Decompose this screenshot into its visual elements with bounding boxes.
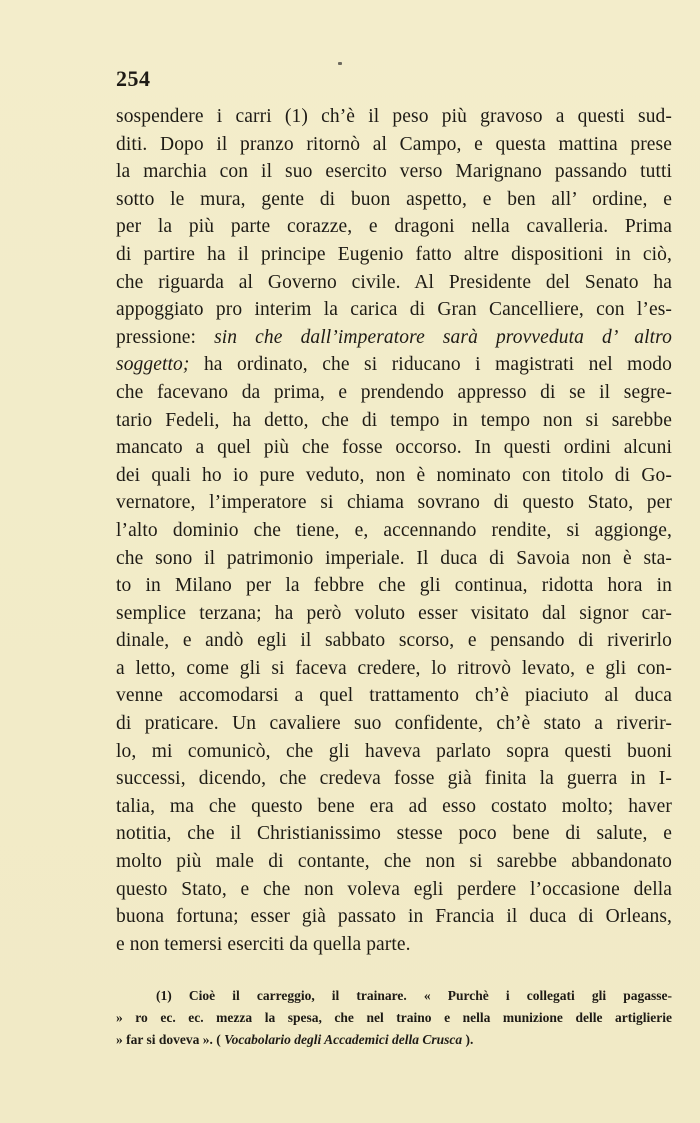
footnote-line: (1) Cioè il carreggio, il trainare. « Purchè i collegati gli pagasse- [156, 988, 672, 1003]
body-text [116, 103, 672, 958]
italic-quote-end: soggetto; [116, 354, 190, 376]
text-line: sotto le mura, gente di buon aspetto, e ben all’ ordine, e [116, 188, 672, 210]
text-line: molto più male di contante, che non si sarebbe abbandonato [116, 851, 672, 873]
text-line: tario Fedeli, ha detto, che di tempo in tempo non si sarebbe [116, 409, 672, 431]
text-line: diti. Dopo il pranzo ritornò al Campo, e questa mattina prese [116, 133, 672, 155]
footnote [116, 985, 672, 1051]
text-line: appoggiato pro interim la carica di Gran Cancelliere, con l’es- [116, 299, 672, 321]
text-line: to in Milano per la febbre che gli continua, ridotta hora in [116, 575, 672, 597]
footnote-line-citation [116, 1029, 672, 1051]
text-line: vernatore, l’imperatore si chiama sovrano di questo Stato, per [116, 492, 672, 514]
text-line: sospendere i carri (1) ch’è il peso più gravoso a questi sud- [116, 106, 672, 127]
text-line: venne accomodarsi a quel trattamento ch’è piaciuto al duca [116, 685, 672, 707]
text-line: talia, ma che questo bene era ad esso costato molto; haver [116, 795, 672, 817]
footnote-segment: » far si doveva ». ( [116, 1032, 225, 1047]
text-line: per la più parte corazze, e dragoni nella cavalleria. Prima [116, 216, 672, 238]
text-line: a letto, come gli si faceva credere, lo ritrovò levato, e gli con- [116, 657, 672, 679]
text-line: semplice terzana; ha però voluto esser visitato dal signor car- [116, 602, 672, 624]
text-line: che riguarda al Governo civile. Al Presidente del Senato ha [116, 271, 672, 293]
text-line: notitia, che il Christianissimo stesse poco bene di salute, e [116, 823, 672, 845]
footnote-line: » ro ec. ec. mezza la spesa, che nel traino e nella munizione delle artiglierie [116, 1010, 672, 1025]
page-number: 254 [116, 66, 151, 91]
text-line: l’alto dominio che tiene, e, accennando rendite, si aggionge, [116, 519, 672, 541]
text-segment: pressione: [116, 326, 215, 348]
text-line: lo, mi comunicò, che gli haveva parlato sopra questi buoni [116, 740, 672, 762]
text-line-with-italic [116, 351, 672, 379]
text-line: di praticare. Un cavaliere suo confidente, ch’è stato a riverir- [116, 713, 672, 735]
text-segment: ha ordinato, che si riducano i magistrati nel modo [189, 354, 672, 376]
italic-quote: sin che dall’imperatore sarà provveduta d’ altro [214, 326, 672, 348]
text-line: buona fortuna; esser già passato in Francia il duca di Orleans, [116, 906, 672, 928]
footnote-segment: ). [462, 1032, 474, 1047]
text-line: la marchia con il suo esercito verso Marignano passando tutti [116, 161, 672, 183]
text-line-last: e non temersi eserciti da quella parte. [116, 933, 411, 955]
citation-title: Vocabolario degli Accademici della Crusca [224, 1032, 463, 1047]
text-line: dei quali ho io pure veduto, non è nominato con titolo di Go- [116, 464, 672, 486]
text-line: dinale, e andò egli il sabbato scorso, e pensando di riverirlo [116, 630, 672, 652]
text-line: mancato a quel più che fosse occorso. In questi ordini alcuni [116, 437, 672, 459]
ink-mark [338, 62, 342, 65]
text-line: di partire ha il principe Eugenio fatto altre dispositioni in ciò, [116, 243, 672, 265]
text-line: che sono il patrimonio imperiale. Il duca di Savoia non è sta- [116, 547, 672, 569]
text-line: successi, dicendo, che credeva fosse già finita la guerra in I- [116, 768, 672, 790]
text-line: che facevano da prima, e prendendo appresso di se il segre- [116, 381, 672, 403]
text-line-with-italic [116, 324, 672, 352]
text-line: questo Stato, e che non voleva egli perdere l’occasione della [116, 878, 672, 900]
